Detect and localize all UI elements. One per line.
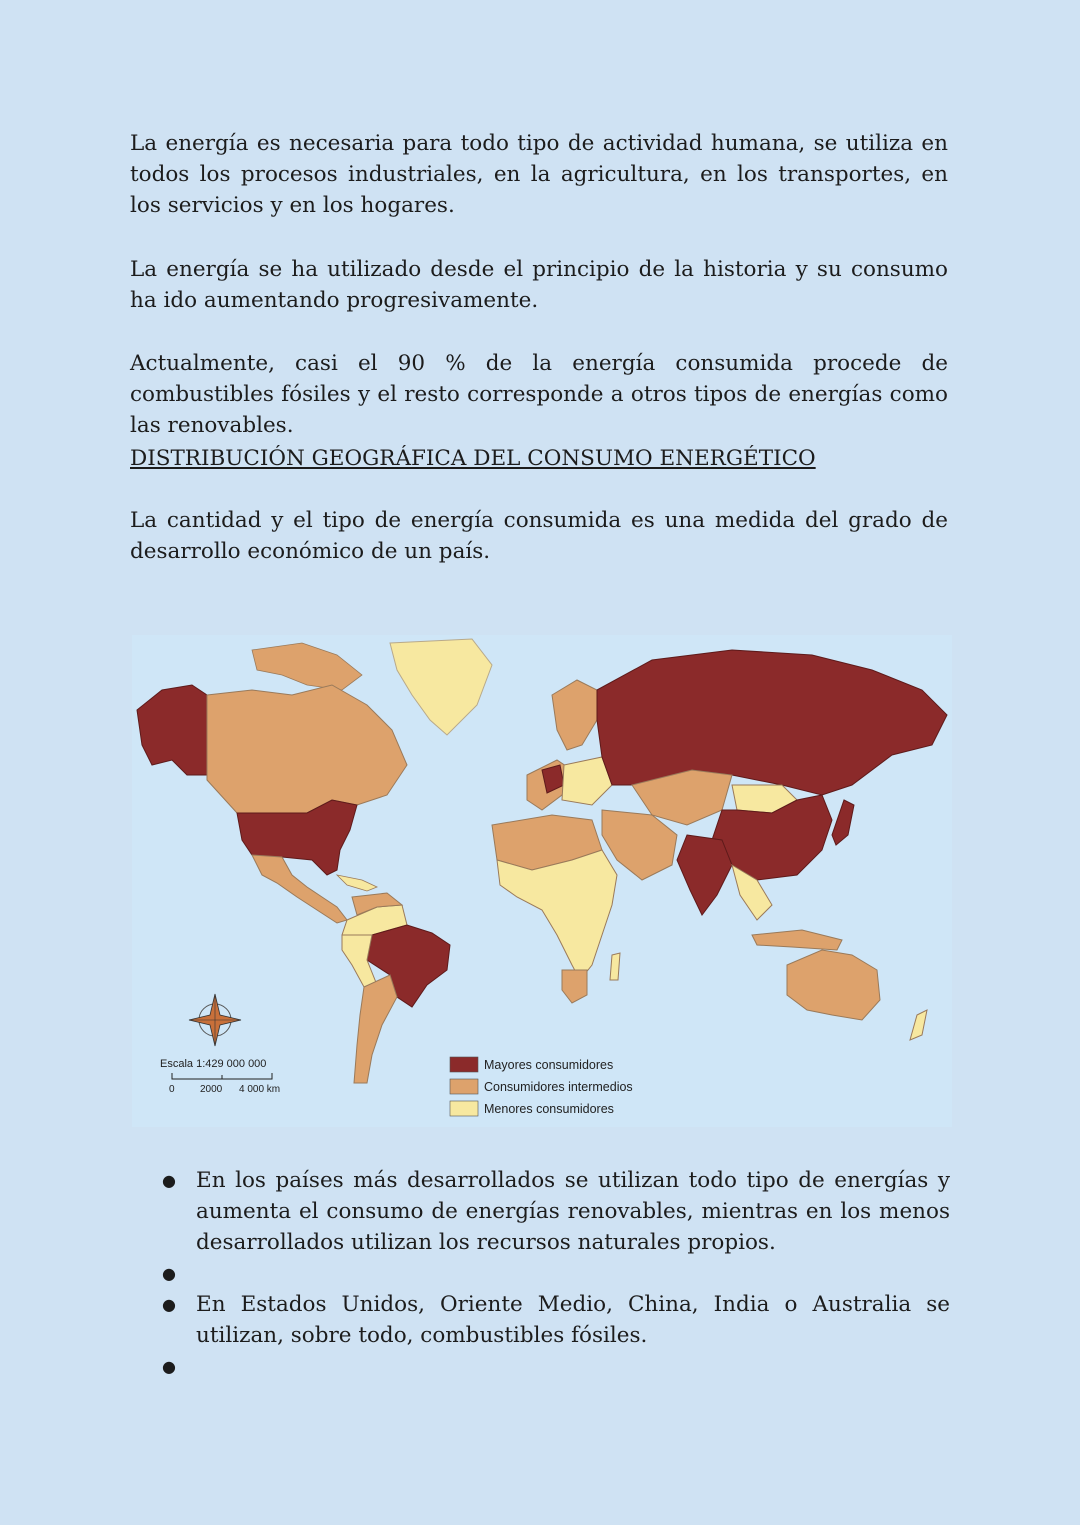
bullet-fossil-fuel-countries: ● En Estados Unidos, Oriente Medio, China, India o Australia se utilizan, sobre todo, combustibles fósiles. [160, 1289, 950, 1351]
bullet-empty-2 [160, 1351, 950, 1382]
bullet-list [160, 1165, 950, 1382]
paragraph-energy-uses: La energía es necesaria para todo tipo de actividad humana, se utiliza en todos los procesos industriales, en la agricultura, en los transportes, en los servicios y en los hogares. [130, 131, 948, 218]
legend-swatch-high [450, 1057, 478, 1072]
map-scale-tick-2: 4 000 km [239, 1084, 281, 1095]
paragraph-development: La cantidad y el tipo de energía consumida es una medida del grado de desarrollo económico de un país. [130, 508, 948, 564]
paragraph-energy-history: La energía se ha utilizado desde el principio de la historia y su consumo ha ido aumentando progresivamente. [130, 257, 948, 313]
section-heading: DISTRIBUCIÓN GEOGRÁFICA DEL CONSUMO ENERGÉTICO [130, 446, 816, 471]
paragraph-fossil-fuels: Actualmente, casi el 90 % de la energía consumida procede de combustibles fósiles y el resto corresponde a otros tipos de energías como las renovables. [130, 351, 948, 438]
legend-swatch-intermediate [450, 1079, 478, 1094]
world-energy-consumption-map [132, 635, 952, 1127]
legend-swatch-low [450, 1101, 478, 1116]
legend-label-intermediate: Consumidores intermedios [484, 1080, 633, 1094]
bullet-empty-1 [160, 1258, 950, 1289]
map-scale-tick-0: 0 [169, 1084, 175, 1095]
bullet-developed-countries: ● En los países más desarrollados se utilizan todo tipo de energías y aumenta el consumo de energías renovables, mientras en los menos desarrollados utilizan los recursos naturales propios. [160, 1165, 950, 1258]
map-legend [450, 1057, 633, 1116]
legend-label-low: Menores consumidores [484, 1102, 614, 1116]
map-scale-label: Escala 1:429 000 000 [160, 1058, 267, 1070]
legend-label-high: Mayores consumidores [484, 1058, 614, 1072]
map-scale-tick-1: 2000 [200, 1084, 223, 1095]
region-madagascar [610, 953, 620, 980]
